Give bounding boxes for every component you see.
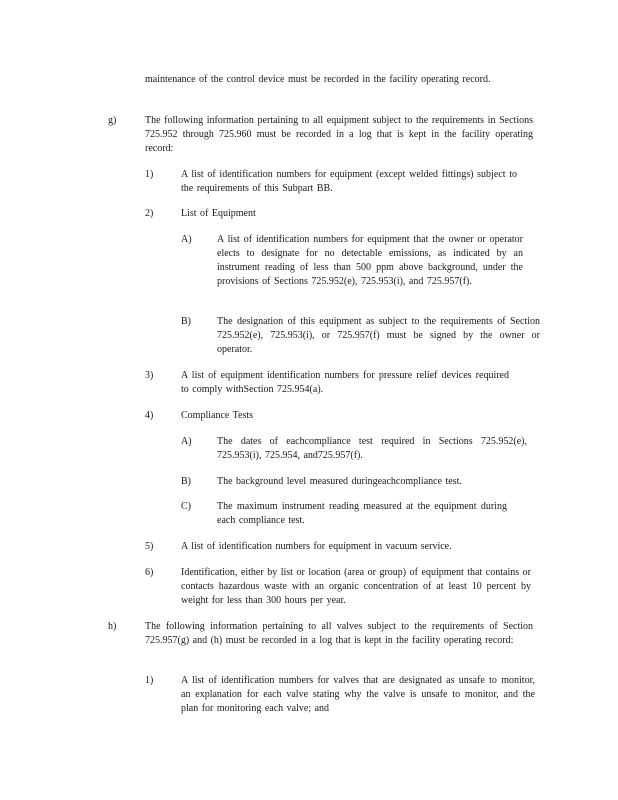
item-label: 3) — [145, 370, 154, 381]
item-text: A list of identification numbers for equipment in vacuum service. — [181, 541, 452, 552]
subitem-text: The maximum instrument reading measured at the equipment during each compliance test. — [217, 501, 507, 526]
subsection-text: The following information pertaining to all valves subject to the requirements of Section 725.957(g) and (h) must be recorded in a log that is kept in the facility operating record: — [145, 621, 533, 646]
item-label: 4) — [145, 410, 154, 421]
subsection-label: h) — [108, 621, 117, 632]
item-text: Identification, either by list or location (area or group) of equipment that contains or contacts hazardous waste with an organic concentration of at least 10 percent by weight for less than 300 hours per year. — [181, 567, 531, 606]
continuation-paragraph: maintenance of the control device must be recorded in the facility operating record. — [145, 74, 491, 85]
item-label: 5) — [145, 541, 154, 552]
subsection-text: The following information pertaining to all equipment subject to the requirements in Sections 725.952 through 725.960 must be recorded in a log that is kept in the facility operating record: — [145, 115, 533, 154]
subsection-label: g) — [108, 115, 117, 126]
item-label: 1) — [145, 169, 154, 180]
item-text: A list of identification numbers for equipment (except welded fittings) subject to the requirements of this Subpart BB. — [181, 169, 517, 194]
item-text: A list of equipment identification numbers for pressure relief devices required to comply withSection 725.954(a). — [181, 370, 509, 395]
subitem-label: A) — [181, 436, 192, 447]
item-label: 2) — [145, 208, 154, 219]
item-label: 1) — [145, 675, 154, 686]
subitem-label: A) — [181, 234, 192, 245]
subitem-label: B) — [181, 316, 191, 327]
subitem-text: A list of identification numbers for equipment that the owner or operator elects to designate for no detectable emissions, as indicated by an instrument reading of less than 500 ppm above background, under the provisions of Sections 725.952(e), 725.953(i), and 725.957(f). — [217, 234, 523, 287]
subitem-text: The dates of eachcompliance test required in Sections 725.952(e), 725.953(i), 725.954, and725.957(f). — [217, 436, 527, 461]
subitem-text: The designation of this equipment as subject to the requirements of Section 725.952(e), 725.953(i), or 725.957(f) must be signed by the owner or operator. — [217, 316, 540, 355]
item-label: 6) — [145, 567, 154, 578]
subitem-label: B) — [181, 476, 191, 487]
item-text: Compliance Tests — [181, 410, 254, 421]
subitem-text: The background level measured duringeachcompliance test. — [217, 476, 462, 487]
item-text: List of Equipment — [181, 208, 256, 219]
subitem-label: C) — [181, 501, 191, 512]
item-text: A list of identification numbers for valves that are designated as unsafe to monitor, an explanation for each valve stating why the valve is unsafe to monitor, and the plan for monitoring each valve; and — [181, 675, 535, 714]
